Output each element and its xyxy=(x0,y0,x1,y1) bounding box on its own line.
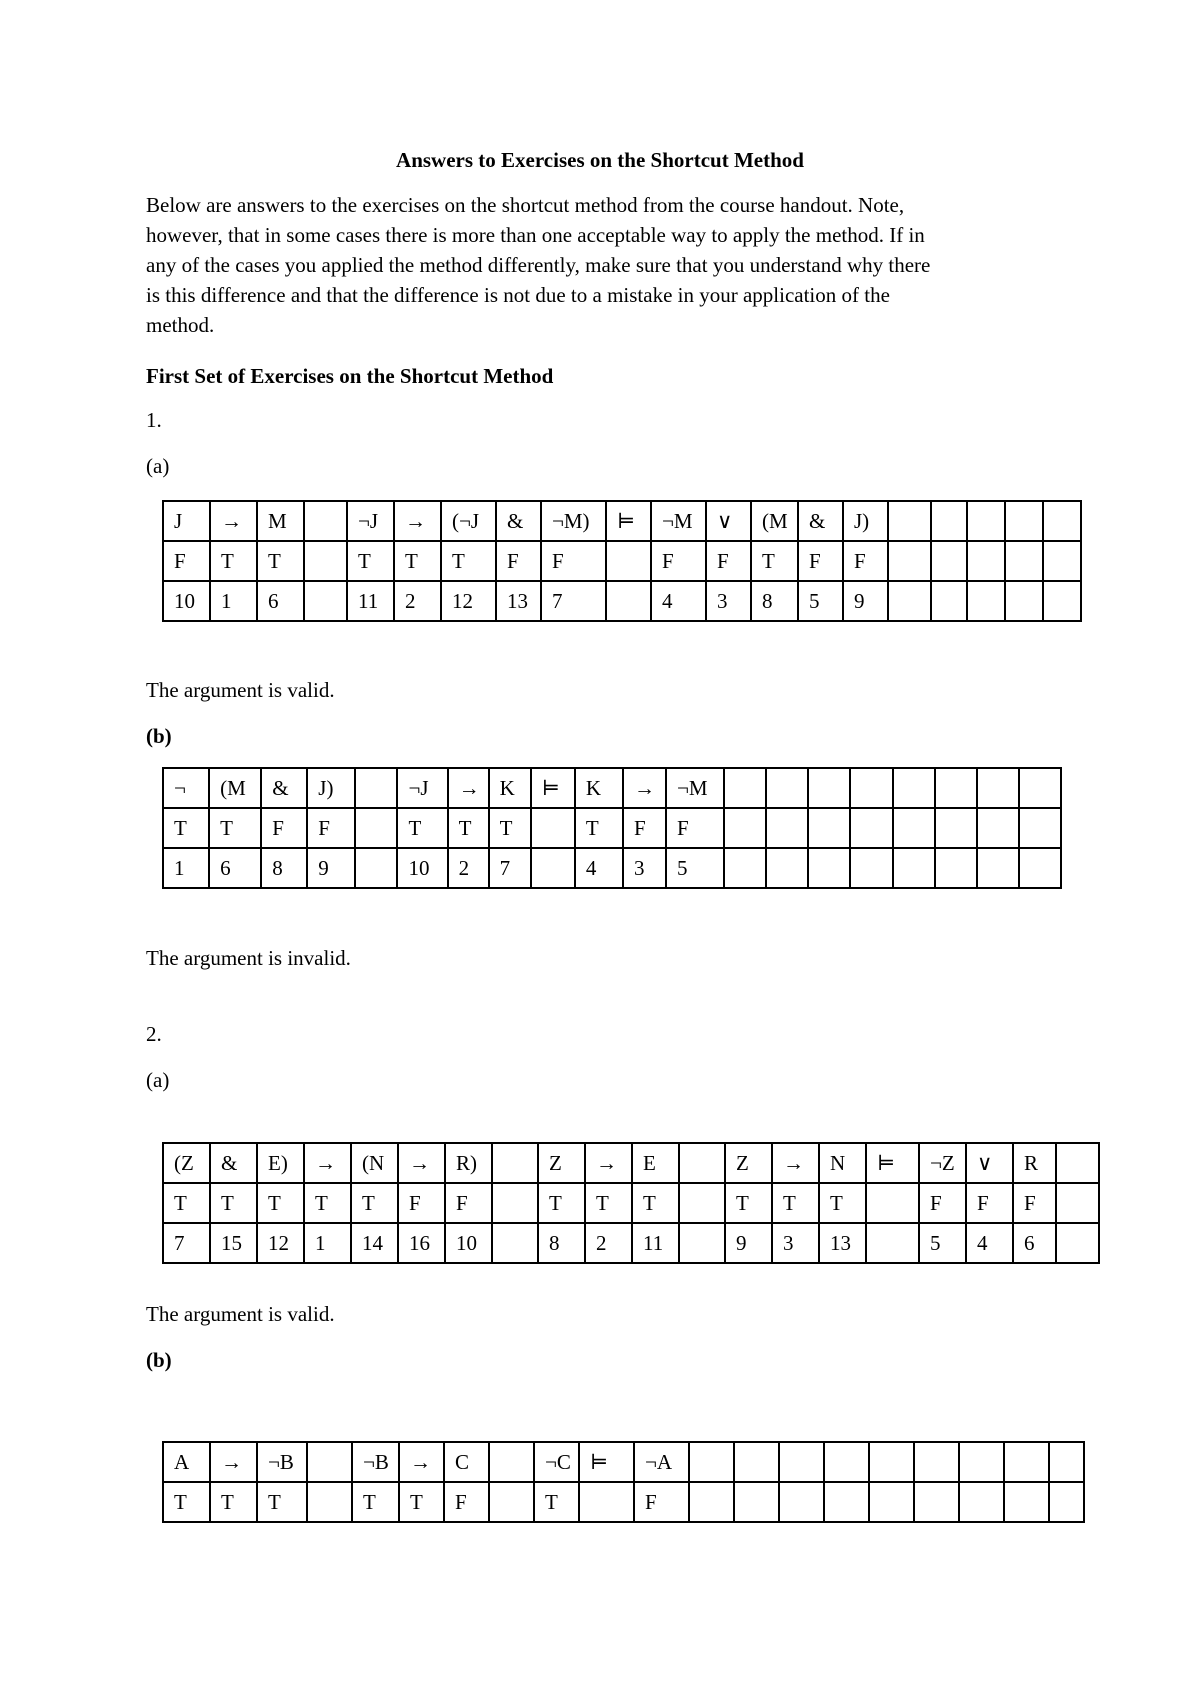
table-cell: 15 xyxy=(210,1223,257,1263)
conclusion-text: The argument is invalid. xyxy=(146,946,351,970)
table-cell xyxy=(304,581,347,621)
table-cell: T xyxy=(304,1183,351,1223)
table-cell: T xyxy=(210,1482,257,1522)
table-cell: F xyxy=(798,541,843,581)
table-cell xyxy=(489,1442,534,1482)
table-cell: F xyxy=(261,808,307,848)
intro-line: Below are answers to the exercises on the shortcut method from the course handout. Note, xyxy=(146,193,905,217)
table-cell xyxy=(679,1143,725,1183)
table-cell xyxy=(935,768,977,808)
table-cell: K xyxy=(489,768,531,808)
table-cell xyxy=(869,1482,914,1522)
table-cell xyxy=(779,1442,824,1482)
table-cell: 5 xyxy=(666,848,724,888)
table-cell: F xyxy=(919,1183,966,1223)
table-cell: 9 xyxy=(843,581,888,621)
table-cell: 12 xyxy=(257,1223,304,1263)
intro-line: method. xyxy=(146,313,215,337)
table-cell: 12 xyxy=(441,581,496,621)
table-cell: (M xyxy=(209,768,261,808)
table-cell: ¬M xyxy=(651,501,706,541)
table-cell: ¬J xyxy=(397,768,447,808)
table-cell: 14 xyxy=(351,1223,398,1263)
table-cell: N xyxy=(819,1143,866,1183)
table-cell: M xyxy=(257,501,304,541)
table-cell: → xyxy=(585,1143,632,1183)
table-row xyxy=(163,1143,1099,1183)
table-cell xyxy=(689,1482,734,1522)
table-cell: ¬C xyxy=(534,1442,579,1482)
table-cell: (N xyxy=(351,1143,398,1183)
table-cell: → xyxy=(448,768,489,808)
table-cell: & xyxy=(210,1143,257,1183)
exercise-number: 1. xyxy=(146,408,162,432)
table-cell: (Z xyxy=(163,1143,210,1183)
table-cell: ¬M) xyxy=(541,501,606,541)
table-cell: T xyxy=(163,1482,210,1522)
table-cell xyxy=(977,808,1019,848)
table-cell: T xyxy=(441,541,496,581)
table-cell xyxy=(1005,541,1043,581)
table-cell: T xyxy=(632,1183,679,1223)
table-cell xyxy=(824,1482,869,1522)
table-cell xyxy=(931,541,967,581)
table-cell: 10 xyxy=(445,1223,492,1263)
conclusion-text: The argument is valid. xyxy=(146,1302,335,1326)
table-cell: → xyxy=(210,1442,257,1482)
table-cell: (¬J xyxy=(441,501,496,541)
table-cell: K xyxy=(575,768,623,808)
part-label: (b) xyxy=(146,724,172,748)
table-cell xyxy=(959,1482,1004,1522)
table-cell xyxy=(489,1482,534,1522)
table-cell xyxy=(355,768,397,808)
table-cell: ⊨ xyxy=(531,768,575,808)
table-cell xyxy=(869,1442,914,1482)
table-cell xyxy=(808,808,850,848)
table-cell: A xyxy=(163,1442,210,1482)
table-cell: T xyxy=(163,1183,210,1223)
table-cell xyxy=(734,1482,779,1522)
table-cell xyxy=(850,808,892,848)
table-cell: ¬Z xyxy=(919,1143,966,1183)
table-row xyxy=(163,1223,1099,1263)
table-cell: 1 xyxy=(304,1223,351,1263)
table-cell: 7 xyxy=(163,1223,210,1263)
table-cell: 2 xyxy=(448,848,489,888)
table-cell: F xyxy=(634,1482,689,1522)
table-cell xyxy=(531,848,575,888)
table-cell: → xyxy=(398,1143,445,1183)
table-row xyxy=(163,1183,1099,1223)
table-cell: 6 xyxy=(209,848,261,888)
table-cell: T xyxy=(351,1183,398,1223)
table-cell: 4 xyxy=(651,581,706,621)
table-row xyxy=(163,501,1081,541)
table-row xyxy=(163,581,1081,621)
table-cell: T xyxy=(257,1482,307,1522)
table-cell: E xyxy=(632,1143,679,1183)
table-cell: F xyxy=(1013,1183,1056,1223)
table-cell: ¬B xyxy=(257,1442,307,1482)
table-cell xyxy=(679,1183,725,1223)
table-cell xyxy=(888,581,931,621)
table-row xyxy=(163,1482,1084,1522)
table-cell xyxy=(779,1482,824,1522)
table-cell: 10 xyxy=(397,848,447,888)
table-cell: T xyxy=(399,1482,444,1522)
table-cell xyxy=(808,848,850,888)
table-cell: ⊨ xyxy=(866,1143,919,1183)
table-cell xyxy=(967,501,1005,541)
table-cell: 9 xyxy=(307,848,355,888)
table-cell xyxy=(1043,581,1081,621)
table-cell: T xyxy=(534,1482,579,1522)
table-cell: 1 xyxy=(163,848,209,888)
table-cell: → xyxy=(772,1143,819,1183)
table-cell xyxy=(935,848,977,888)
table-cell: 11 xyxy=(632,1223,679,1263)
section-heading: First Set of Exercises on the Shortcut Method xyxy=(146,364,554,388)
table-cell: T xyxy=(772,1183,819,1223)
table-cell: T xyxy=(209,808,261,848)
table-cell: Z xyxy=(725,1143,772,1183)
table-cell: & xyxy=(798,501,843,541)
table-cell: J) xyxy=(843,501,888,541)
table-cell: ⊨ xyxy=(579,1442,634,1482)
table-cell xyxy=(967,581,1005,621)
table-cell xyxy=(679,1223,725,1263)
table-cell xyxy=(1043,501,1081,541)
table-cell xyxy=(888,501,931,541)
table-cell: T xyxy=(163,808,209,848)
table-cell: 3 xyxy=(623,848,666,888)
truth-table xyxy=(162,500,1082,622)
table-cell: 5 xyxy=(798,581,843,621)
table-row xyxy=(163,768,1061,808)
table-cell: 11 xyxy=(347,581,394,621)
table-cell: (M xyxy=(751,501,798,541)
table-cell xyxy=(1056,1183,1099,1223)
table-cell xyxy=(935,808,977,848)
table-cell: F xyxy=(163,541,210,581)
table-cell: T xyxy=(725,1183,772,1223)
table-cell xyxy=(531,808,575,848)
table-cell: F xyxy=(706,541,751,581)
table-cell xyxy=(1005,581,1043,621)
table-cell: Z xyxy=(538,1143,585,1183)
table-cell xyxy=(307,1482,352,1522)
table-cell xyxy=(1005,501,1043,541)
page-title: Answers to Exercises on the Shortcut Method xyxy=(396,148,804,172)
table-cell: ¬M xyxy=(666,768,724,808)
table-cell: F xyxy=(623,808,666,848)
table-cell xyxy=(724,808,766,848)
table-cell: F xyxy=(541,541,606,581)
table-cell: ⊨ xyxy=(606,501,651,541)
table-cell: T xyxy=(575,808,623,848)
table-cell xyxy=(866,1183,919,1223)
table-cell: ∨ xyxy=(706,501,751,541)
truth-table xyxy=(162,1142,1100,1264)
table-cell xyxy=(734,1442,779,1482)
table-cell xyxy=(492,1143,538,1183)
table-cell: F xyxy=(444,1482,489,1522)
table-cell: T xyxy=(257,1183,304,1223)
table-cell: T xyxy=(448,808,489,848)
table-cell xyxy=(1049,1482,1084,1522)
table-cell: → xyxy=(210,501,257,541)
table-cell xyxy=(766,768,808,808)
truth-table xyxy=(162,1441,1085,1523)
table-cell: F xyxy=(843,541,888,581)
table-cell xyxy=(1056,1223,1099,1263)
table-cell: → xyxy=(399,1442,444,1482)
table-cell: F xyxy=(398,1183,445,1223)
table-row xyxy=(163,1442,1084,1482)
table-cell: ∨ xyxy=(966,1143,1013,1183)
table-cell: 13 xyxy=(496,581,541,621)
table-cell: → xyxy=(394,501,441,541)
table-cell xyxy=(824,1442,869,1482)
exercise-number: 2. xyxy=(146,1022,162,1046)
table-cell xyxy=(304,541,347,581)
table-cell: 3 xyxy=(706,581,751,621)
table-cell: 13 xyxy=(819,1223,866,1263)
part-label: (b) xyxy=(146,1348,172,1372)
table-cell xyxy=(893,768,935,808)
table-cell: 8 xyxy=(751,581,798,621)
table-cell: 1 xyxy=(210,581,257,621)
table-cell: J) xyxy=(307,768,355,808)
table-cell: F xyxy=(307,808,355,848)
table-cell: F xyxy=(966,1183,1013,1223)
table-cell xyxy=(959,1442,1004,1482)
table-cell: 6 xyxy=(257,581,304,621)
table-cell xyxy=(355,808,397,848)
table-cell xyxy=(977,768,1019,808)
table-cell: 5 xyxy=(919,1223,966,1263)
table-cell: T xyxy=(751,541,798,581)
table-cell: → xyxy=(623,768,666,808)
table-cell: 4 xyxy=(575,848,623,888)
table-cell: → xyxy=(304,1143,351,1183)
table-cell xyxy=(866,1223,919,1263)
table-cell: T xyxy=(819,1183,866,1223)
table-cell xyxy=(492,1223,538,1263)
table-cell: 16 xyxy=(398,1223,445,1263)
truth-table xyxy=(162,767,1062,889)
table-cell: T xyxy=(210,1183,257,1223)
table-cell xyxy=(931,581,967,621)
table-cell: 2 xyxy=(394,581,441,621)
part-label: (a) xyxy=(146,1068,170,1092)
table-cell xyxy=(766,808,808,848)
table-cell: T xyxy=(538,1183,585,1223)
table-cell xyxy=(977,848,1019,888)
table-cell xyxy=(1043,541,1081,581)
table-cell xyxy=(724,768,766,808)
table-cell xyxy=(808,768,850,808)
table-cell: 3 xyxy=(772,1223,819,1263)
table-cell: ¬J xyxy=(347,501,394,541)
table-cell xyxy=(914,1442,959,1482)
table-cell: T xyxy=(394,541,441,581)
table-row xyxy=(163,541,1081,581)
table-cell: 6 xyxy=(1013,1223,1056,1263)
table-cell xyxy=(724,848,766,888)
intro-line: however, that in some cases there is more than one acceptable way to apply the method. If in xyxy=(146,223,925,247)
table-cell: 7 xyxy=(541,581,606,621)
intro-line: any of the cases you applied the method differently, make sure that you understand why there xyxy=(146,253,931,277)
table-cell xyxy=(1056,1143,1099,1183)
table-cell xyxy=(888,541,931,581)
table-cell xyxy=(914,1482,959,1522)
table-cell: T xyxy=(210,541,257,581)
table-cell xyxy=(893,808,935,848)
table-cell: 9 xyxy=(725,1223,772,1263)
table-cell: T xyxy=(352,1482,399,1522)
table-row xyxy=(163,808,1061,848)
table-cell xyxy=(1019,808,1061,848)
table-cell xyxy=(967,541,1005,581)
table-cell xyxy=(850,768,892,808)
table-cell: ¬ xyxy=(163,768,209,808)
intro-paragraph xyxy=(146,190,1066,340)
table-cell xyxy=(492,1183,538,1223)
table-cell xyxy=(579,1482,634,1522)
table-cell: R) xyxy=(445,1143,492,1183)
table-row xyxy=(163,848,1061,888)
part-label: (a) xyxy=(146,454,170,478)
table-cell: 10 xyxy=(163,581,210,621)
table-cell: E) xyxy=(257,1143,304,1183)
conclusion-text: The argument is valid. xyxy=(146,678,335,702)
table-cell xyxy=(850,848,892,888)
table-cell: 8 xyxy=(261,848,307,888)
table-cell: F xyxy=(651,541,706,581)
table-cell: 4 xyxy=(966,1223,1013,1263)
table-cell: & xyxy=(496,501,541,541)
table-cell xyxy=(606,581,651,621)
table-cell: & xyxy=(261,768,307,808)
table-cell xyxy=(307,1442,352,1482)
table-cell: 8 xyxy=(538,1223,585,1263)
table-cell xyxy=(1004,1442,1049,1482)
table-cell xyxy=(1019,768,1061,808)
table-cell xyxy=(931,501,967,541)
table-cell xyxy=(1019,848,1061,888)
table-cell: 7 xyxy=(489,848,531,888)
table-cell: J xyxy=(163,501,210,541)
table-cell xyxy=(1049,1442,1084,1482)
table-cell: F xyxy=(496,541,541,581)
table-cell: T xyxy=(585,1183,632,1223)
table-cell xyxy=(893,848,935,888)
table-cell: ¬A xyxy=(634,1442,689,1482)
table-cell: T xyxy=(347,541,394,581)
table-cell xyxy=(355,848,397,888)
table-cell xyxy=(766,848,808,888)
table-cell: T xyxy=(489,808,531,848)
table-cell: T xyxy=(397,808,447,848)
table-cell: F xyxy=(666,808,724,848)
table-cell xyxy=(606,541,651,581)
table-cell xyxy=(1004,1482,1049,1522)
table-cell: R xyxy=(1013,1143,1056,1183)
table-cell: ¬B xyxy=(352,1442,399,1482)
table-cell: T xyxy=(257,541,304,581)
table-cell: F xyxy=(445,1183,492,1223)
table-cell: 2 xyxy=(585,1223,632,1263)
table-cell: C xyxy=(444,1442,489,1482)
table-cell xyxy=(304,501,347,541)
intro-line: is this difference and that the difference is not due to a mistake in your application of the xyxy=(146,283,890,307)
table-cell xyxy=(689,1442,734,1482)
